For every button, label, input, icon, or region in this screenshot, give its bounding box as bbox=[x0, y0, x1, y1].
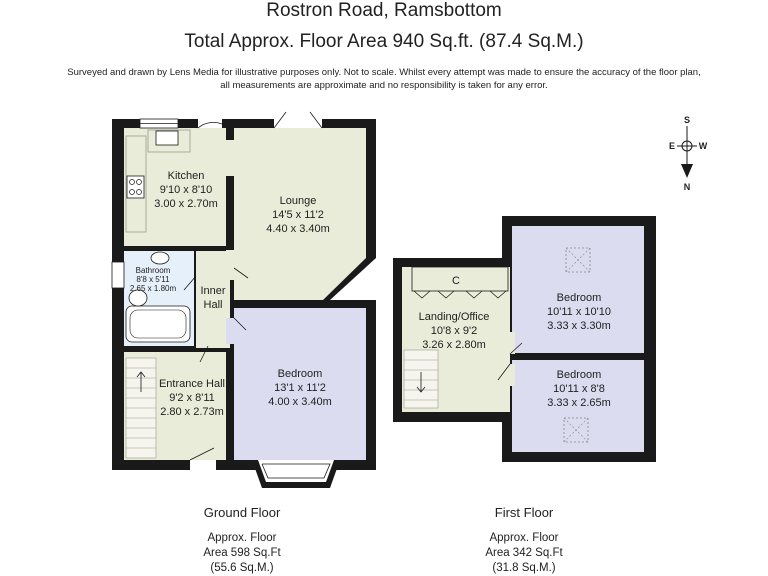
entrance-hall-name: Entrance Hall bbox=[158, 378, 226, 390]
total-area-title: Total Approx. Floor Area 940 Sq.ft. (87.4 Sq.M.) bbox=[184, 31, 584, 52]
first-floor-caption bbox=[485, 505, 563, 574]
first-bedroom-2-name: Bedroom bbox=[556, 292, 602, 304]
bedroom-door bbox=[226, 318, 234, 344]
entrance-hall-imperial: 9'2 x 8'11 bbox=[169, 392, 215, 404]
bedroom-3-door bbox=[505, 364, 515, 386]
ground-floor-area-2: Area 598 Sq.Ft bbox=[203, 547, 281, 559]
ground-floor-area-3: (55.6 Sq.M.) bbox=[210, 562, 274, 574]
bath-tub bbox=[126, 306, 190, 342]
front-door-gap bbox=[190, 460, 216, 470]
bay-window bbox=[258, 460, 334, 482]
inner-hall-lounge-door bbox=[226, 250, 234, 280]
first-floor-title: First Floor bbox=[494, 505, 554, 520]
cupboard-label: C bbox=[452, 275, 460, 287]
lounge-name: Lounge bbox=[279, 195, 317, 207]
hob bbox=[127, 176, 144, 198]
bathroom-name: Bathroom bbox=[135, 266, 171, 275]
kitchen-back-door-gap bbox=[198, 119, 222, 128]
kitchen-lounge-opening bbox=[226, 140, 234, 176]
compass-w-label: W bbox=[698, 141, 708, 151]
entrance-hall-metric: 2.80 x 2.73m bbox=[160, 406, 224, 418]
kitchen-imperial: 9'10 x 8'10 bbox=[159, 184, 213, 196]
first-bedroom-2-room bbox=[512, 226, 644, 353]
bathroom-metric: 2.65 x 1.80m bbox=[129, 284, 177, 293]
inner-hall-name-2: Hall bbox=[203, 299, 223, 311]
compass-e-label: E bbox=[668, 141, 676, 151]
first-bedroom-3-name: Bedroom bbox=[556, 369, 602, 381]
compass-north-arrow bbox=[681, 164, 693, 178]
ground-bedroom-name: Bedroom bbox=[277, 368, 323, 380]
ground-floor-plan bbox=[112, 112, 376, 488]
ground-floor-caption bbox=[203, 505, 281, 574]
ground-floor-title: Ground Floor bbox=[203, 505, 281, 520]
first-bedroom-2-metric: 3.33 x 3.30m bbox=[547, 320, 611, 332]
bathroom-imperial: 8'8 x 5'11 bbox=[136, 275, 170, 284]
compass-n-label: N bbox=[683, 182, 691, 192]
compass-s-label: S bbox=[683, 115, 691, 125]
bathroom-window bbox=[112, 262, 124, 288]
lounge-french-doors-gap bbox=[274, 119, 322, 128]
disclaimer-line-1: Surveyed and drawn by Lens Media for illustrative purposes only. Not to scale. Whilst every attempt was made to ensure the accuracy of the floor plan, bbox=[67, 67, 701, 78]
plan-title: Rostron Road, Ramsbottom bbox=[266, 0, 502, 21]
wash-basin bbox=[151, 252, 169, 264]
lounge-metric: 4.40 x 3.40m bbox=[266, 223, 330, 235]
first-bedroom-3-metric: 3.33 x 2.65m bbox=[547, 397, 611, 409]
landing-imperial: 10'8 x 9'2 bbox=[430, 325, 478, 337]
compass-rose bbox=[669, 115, 708, 192]
first-bedroom-2-imperial: 10'11 x 10'10 bbox=[547, 306, 611, 318]
first-bedroom-3-imperial: 10'11 x 8'8 bbox=[553, 383, 605, 395]
inner-hall-name-1: Inner bbox=[200, 285, 226, 297]
kitchen-sink bbox=[156, 131, 178, 145]
ground-floor-area-1: Approx. Floor bbox=[207, 532, 277, 544]
kitchen-name: Kitchen bbox=[167, 170, 205, 182]
ground-bedroom-metric: 4.00 x 3.40m bbox=[268, 396, 332, 408]
cupboard bbox=[412, 267, 508, 291]
first-floor-plan bbox=[393, 216, 656, 462]
landing-name: Landing/Office bbox=[418, 311, 490, 323]
first-floor-area-3: (31.8 Sq.M.) bbox=[492, 562, 556, 574]
first-floor-area-1: Approx. Floor bbox=[489, 532, 559, 544]
kitchen-metric: 3.00 x 2.70m bbox=[154, 198, 218, 210]
landing-metric: 3.26 x 2.80m bbox=[422, 339, 486, 351]
ground-bedroom-imperial: 13'1 x 11'2 bbox=[274, 382, 326, 394]
disclaimer-line-2: all measurements are approximate and no responsibility is taken for any error. bbox=[220, 80, 548, 91]
lounge-imperial: 14'5 x 11'2 bbox=[272, 209, 324, 221]
first-floor-area-2: Area 342 Sq.Ft bbox=[485, 547, 563, 559]
